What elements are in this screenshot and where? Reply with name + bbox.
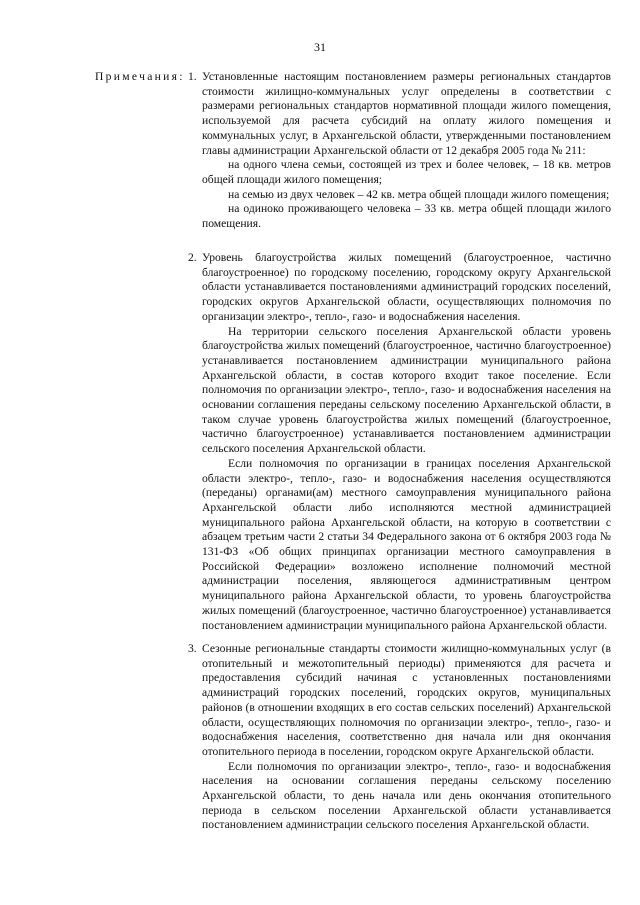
note-3-paragraph: Сезонные региональные стандарты стоимости жилищно-коммунальных услуг (в отопительный и межотопительный периоды) применяются для расчета и предоставления субсидий начиная с установленных постановлениями администраций городских поселений, городских округов, муниципальных районов (в отношении входящих в его состав сельских поселений) Архангельской области, осуществляющих полномочия по организации электро-, тепло-, газо- и водоснабжения населения, соответственно дня начала или дня окончания отопительного периода в поселении, городском округе Архангельской области. (202, 642, 611, 758)
note-number-2: 2. (188, 251, 197, 264)
note-number-3: 3. (188, 642, 197, 655)
note-2-paragraph: На территории сельского поселения Архангельской области уровень благоустройства жилых помещений (благоустроенное, частично благоустроенное) устанавливается постановлением администрации муниципального района Архангельской области, в состав которого входит такое поселение. Если полномочия по организации электро-, тепло-, газо- и водоснабжения населения на основании соглашения переданы сельскому поселению Архангельской области, в таком случае уровень благоустройства жилых помещений (благоустроенное, частично благоустроенное) устанавливается постановлением администрации сельского поселения Архангельской области. (202, 324, 611, 456)
note-2-paragraph: Если полномочия по организации в границах поселения Архангельской области электро-, тепло-, газо- и водоснабжения населения осуществляются (переданы) органами(ам) местного самоуправления муниципального района Архангельской области либо исполняются местной администрацией муниципального района Архангельской области, на которую в соответствии с абзацем третьим части 2 статьи 34 Федерального закона от 6 октября 2003 года № 131-ФЗ «Об общих принципах организации местного самоуправления в Российской Федерации» возложено исполнение полномочий местной администрации поселения, являющегося административным центром муниципального района Архангельской области, то уровень благоустройства жилых помещений (благоустроенное, частично благоустроенное) устанавливается постановлением администрации муниципального района Архангельской области. (202, 456, 611, 632)
page-number: 31 (314, 40, 326, 54)
note-number-1: 1. (188, 70, 197, 83)
note-2-paragraph: Уровень благоустройства жилых помещений (благоустроенное, частично благоустроенное) по городскому поселению, городскому округу Архангельской области устанавливается постановлениями администраций городских поселений, городских округов Архангельской области, осуществляющих полномочия по организации электро-, тепло-, газо- и водоснабжения населения. (202, 251, 611, 323)
note-1-paragraph: на одного члена семьи, состоящей из трех и более человек, – 18 кв. метров общей площади жилого помещения; (202, 158, 611, 186)
note-3-body (202, 642, 611, 833)
note-3-paragraph: Если полномочия по организации электро-, тепло-, газо- и водоснабжения населения на основании соглашения переданы сельскому поселению Архангельской области, то день начала или день окончания отопительного периода в сельском поселении Архангельской области устанавливается постановлением администрации сельского поселения Архангельской области. (202, 759, 611, 832)
notes-label: Примечания: (95, 70, 185, 83)
note-1-body (202, 70, 611, 232)
note-1-paragraph: на одиноко проживающего человека – 33 кв. метра общей площади жилого помещения. (202, 202, 611, 231)
note-2-body (202, 251, 611, 633)
note-1-paragraph: на семью из двух человек – 42 кв. метра общей площади жилого помещения; (228, 187, 610, 201)
note-1-paragraph: Установленные настоящим постановлением размеры региональных стандартов стоимости жилищно-коммунальных услуг определены в соответствии с размерами региональных стандартов нормативной площади жилого помещения, используемой для расчета субсидий на оплату жилого помещения и коммунальных услуг, в Архангельской области, утвержденными постановлением главы администрации Архангельской области от 12 декабря 2005 года № 211: (202, 70, 611, 157)
